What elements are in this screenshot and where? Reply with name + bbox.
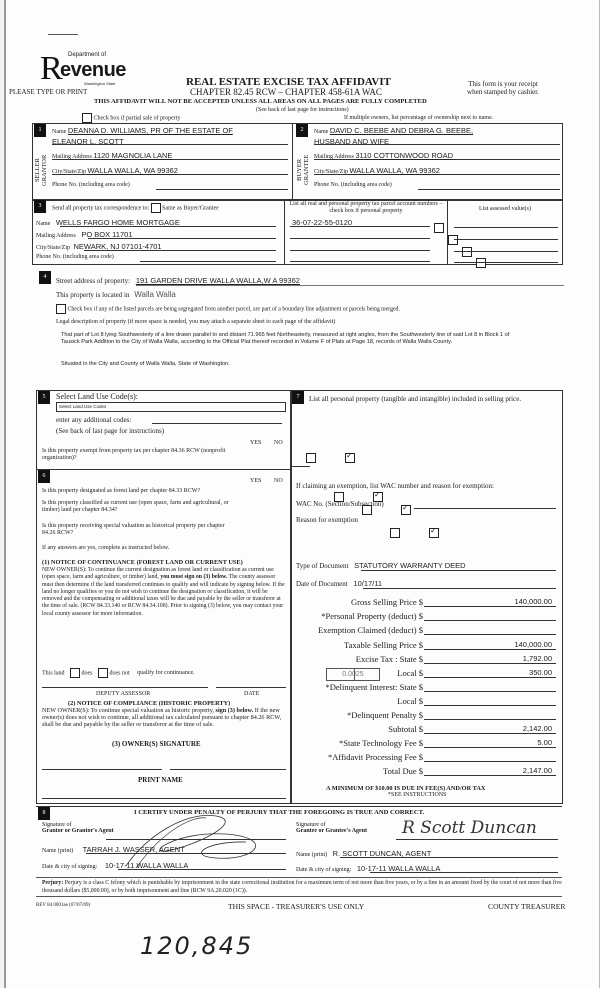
parcel-header: List all real and personal property tax parcel account numbers – check box if personal property	[289, 201, 443, 214]
rule	[424, 620, 556, 621]
tax-name-label: Name	[36, 221, 51, 227]
notice2-text-a: NEW OWNER(S): To continue special valuation as historic property,	[42, 707, 214, 714]
rule	[424, 663, 556, 664]
section-1-number: 1	[34, 124, 46, 137]
section-2-number: 2	[296, 124, 308, 137]
grantee-signature[interactable]: R Scott Duncan	[402, 818, 537, 838]
divider	[36, 896, 562, 897]
doc-type-label: Type of Document	[296, 562, 349, 570]
rule	[424, 747, 556, 748]
perjury-text: Perjury is a class C felony which is punishable by imprisonment in the state correctional institution for a maximum term of not more than five years, or by a fine in an amount fixed by the court of not more than five thousand dollars ($5,000.00), or by both imprisonment and fine (RCW 9A.20.020 (1C)).	[42, 880, 562, 894]
exempt-yes-checkbox[interactable]	[306, 453, 316, 463]
tax-city-label: City/State/Zip	[36, 245, 70, 251]
located-in-value[interactable]: Walla Walla	[134, 290, 176, 299]
form-title: REAL ESTATE EXCISE TAX AFFIDAVIT	[186, 76, 391, 88]
seller-city-row	[52, 166, 178, 175]
county-treasurer: COUNTY TREASURER	[488, 902, 566, 911]
warning-banner: THIS AFFIDAVIT WILL NOT BE ACCEPTED UNLESS ALL AREAS ON ALL PAGES ARE FULLY COMPLETED	[94, 98, 427, 105]
personal-property-checkbox-4[interactable]	[476, 258, 486, 268]
does-not-checkbox[interactable]	[98, 668, 108, 678]
rule	[86, 853, 286, 854]
doc-type-field[interactable]: STATUTORY WARRANTY DEED	[354, 561, 466, 570]
tech-fee-label: *State Technology Fee $	[339, 738, 423, 748]
same-as-buyer-label: Same as Buyer/Grantee	[162, 205, 219, 212]
subtotal-value[interactable]: 2,142.00	[522, 724, 552, 733]
subtotal-label: Subtotal $	[388, 724, 423, 734]
rule	[424, 634, 556, 635]
gross-price-value[interactable]: 140,000.00	[514, 597, 552, 606]
tax-mailing-label: Mailing Address	[36, 233, 76, 239]
assessed-value-2[interactable]	[454, 239, 558, 240]
deputy-assessor-signature-line[interactable]	[42, 687, 208, 688]
buyer-grantee-label: BUYER GRANTEE	[296, 154, 310, 186]
owner-signature-title: (3) OWNER(S) SIGNATURE	[112, 740, 201, 748]
does-checkbox[interactable]	[70, 668, 80, 678]
segregated-row	[56, 304, 400, 314]
perjury-notice	[42, 880, 562, 895]
divider	[36, 469, 292, 470]
street-address-label: Street address of property:	[56, 277, 131, 285]
rule	[136, 285, 564, 286]
notice2-bold: sign (3) below.	[215, 707, 254, 714]
street-address-row	[56, 276, 300, 285]
receipt-note	[458, 80, 548, 96]
buyer-phone-label: Phone No. (including area code)	[314, 182, 392, 188]
located-in-label: This property is located in	[56, 291, 130, 299]
grantee-sig-label1: Signature of	[296, 822, 326, 828]
personal-property-checkbox-2[interactable]	[448, 235, 458, 245]
rule	[290, 226, 430, 227]
reason-label: Reason for exemption	[296, 516, 358, 524]
qualify-label: qualify for continuance.	[137, 670, 195, 677]
logo-main-text: evenue	[60, 59, 126, 81]
seller-name-label: Name	[52, 129, 67, 135]
notice-compliance-title: (2) NOTICE OF COMPLIANCE (HISTORIC PROPERTY)	[68, 700, 231, 707]
certify-statement: I CERTIFY UNDER PENALTY OF PERJURY THAT THE FOREGOING IS TRUE AND CORRECT.	[134, 809, 425, 816]
tech-fee-value[interactable]: 5.00	[537, 738, 552, 747]
buyer-city-field[interactable]: WALLA WALLA, WA 99362	[349, 166, 440, 175]
please-type: PLEASE TYPE OR PRINT	[9, 88, 88, 96]
form-subtitle: CHAPTER 82.45 RCW – CHAPTER 458-61A WAC	[190, 87, 382, 97]
correspondence-row	[52, 203, 219, 213]
rule	[454, 227, 558, 228]
doc-type-row	[296, 561, 466, 570]
total-due-value[interactable]: 2,147.00	[522, 766, 552, 775]
delinquent-interest-local-label: Local $	[397, 696, 423, 706]
rule	[424, 719, 556, 720]
buyer-mailing-label: Mailing Address	[314, 154, 354, 160]
rule	[156, 189, 288, 190]
legal-description-text: That part of Lot 8 lying Southwesterly of a line drawn parallel to and distant 71.965 feet Northeasterly, measured at right angles, from the Southwesterly line of said Lot 8 in Block 1 of Tausick Park Addition to the City of Walla Walla, according to the Official Plat thereof recorded in Volume F of Plats at Page 18, records of Walla Walla County.	[61, 332, 510, 345]
grantor-signature-line[interactable]	[106, 839, 286, 840]
parcel-number-1[interactable]: 36-07-22-55-0120	[292, 218, 353, 227]
segregated-checkbox[interactable]	[56, 304, 66, 314]
parcel-number-2[interactable]	[290, 238, 430, 239]
seller-name-field[interactable]: DEANNA D. WILLIAMS, PR OF THE ESTATE OF	[67, 126, 233, 135]
print-name-line[interactable]	[42, 798, 286, 799]
continuance-row	[42, 668, 195, 678]
seller-phone-label: Phone No. (including area code)	[52, 182, 130, 188]
grantee-signature-line	[396, 839, 558, 840]
historic-question: Is this property receiving special valuation as historical property per chapter 84.26 RCW?	[42, 523, 225, 536]
personal-property-checkbox-1[interactable]	[434, 223, 444, 233]
yes-header: YES	[250, 440, 262, 446]
affidavit-fee-label: *Affidavit Processing Fee $	[328, 752, 423, 762]
exemption-claimed-label: Exemption Claimed (deduct) $	[317, 625, 423, 635]
doc-date-row	[296, 579, 382, 588]
exemption-label: If claiming an exemption, list WAC number and reason for exemption:	[296, 482, 494, 490]
current-use-no-checkbox[interactable]	[401, 505, 411, 515]
notice-continuance-title: (1) NOTICE OF CONTINUANCE (FOREST LAND OR CURRENT USE)	[42, 559, 243, 566]
wac-label: WAC No. (Section/Subsection)	[296, 500, 384, 508]
personal-property-title: List all personal property (tangible and intangible) included in selling price.	[309, 395, 522, 403]
total-due-label: Total Due $	[382, 766, 423, 776]
seller-name-field-2[interactable]: ELEANOR L. SCOTT	[52, 137, 124, 146]
notice-compliance-text	[42, 708, 288, 728]
treasurer-space: THIS SPACE - TREASURER'S USE ONLY	[228, 902, 365, 911]
divider	[284, 199, 285, 265]
rule	[424, 705, 556, 706]
assessed-header: List assessed value(s)	[479, 206, 531, 212]
same-as-buyer-checkbox[interactable]	[151, 203, 161, 213]
does-label: does	[81, 670, 93, 677]
form-id: REV 84 0001ae (07/07/09)	[36, 903, 91, 908]
additional-codes-label: enter any additional codes:	[56, 416, 132, 424]
seller-mailing-label: Mailing Address	[52, 154, 92, 160]
see-back-note: (See back of last page for instructions)	[256, 107, 349, 113]
seller-city-field[interactable]: WALLA WALLA, WA 99362	[87, 166, 178, 175]
buyer-name-label: Name	[314, 129, 329, 135]
grantor-name-field[interactable]: TARRAH J. WASSER, AGENT	[82, 845, 185, 854]
date-label: DATE	[244, 691, 260, 697]
situated-text: Situated in the City and County of Walla Walla, State of Washington.	[61, 361, 230, 367]
buyer-city-label: City/State/Zip	[314, 169, 348, 175]
grantor-date-field[interactable]: 10-17-11 WALLA WALLA	[104, 861, 189, 870]
grantor-name-label: Name (print)	[42, 848, 74, 854]
does-not-label: does not	[109, 670, 130, 677]
seller-name-row	[52, 126, 288, 135]
handwritten-number: 120,845	[140, 932, 254, 960]
grantor-sig-label	[42, 822, 114, 834]
buyer-name-field-2[interactable]: HUSBAND AND WIFE	[314, 137, 390, 146]
logo-top-text: Department of	[68, 52, 107, 58]
delinquent-penalty-label: *Delinquent Penalty $	[346, 710, 423, 720]
tax-phone-row	[36, 254, 114, 260]
section-8-number: 8	[38, 807, 50, 820]
grantor-sig-label2: Grantor or Grantor's Agent	[42, 828, 114, 834]
logo-state-text: Washington State	[84, 81, 116, 86]
grantee-name-label: Name (print)	[296, 852, 328, 858]
divider	[292, 123, 293, 201]
notice-continuance-text	[42, 567, 286, 618]
dor-logo	[40, 50, 126, 90]
divider	[290, 466, 310, 467]
rule	[363, 588, 556, 589]
print-name-label: PRINT NAME	[138, 776, 183, 784]
buyer-mailing-field[interactable]: 3110 COTTONWOOD ROAD	[355, 151, 453, 160]
tax-city-field[interactable]: NEWARK, NJ 07101-4701	[73, 242, 162, 251]
if-yes-note: If any answers are yes, complete as instructed below.	[42, 545, 170, 551]
grantor-sig-label1: Signature of	[42, 822, 72, 828]
land-use-select[interactable]: Select Land Use Codes	[56, 402, 286, 412]
current-use-question: Is this property classified as current use (open space, farm and agricultural, or timber) land per chapter 84.34?	[42, 500, 229, 513]
no-header: NO	[274, 440, 283, 446]
local-rate-field[interactable]: 0.0025	[326, 668, 380, 681]
wac-field[interactable]	[414, 508, 556, 509]
partial-sale-row	[82, 113, 180, 123]
rule	[424, 733, 556, 734]
excise-state-value[interactable]: 1,792.00	[522, 654, 552, 663]
partial-sale-label: Check box if partial sale of property	[93, 115, 181, 122]
parcel-number-3[interactable]	[290, 250, 430, 251]
seller-phone-row	[52, 182, 288, 188]
historic-no-checkbox[interactable]	[429, 528, 439, 538]
exempt-no-checkbox[interactable]	[345, 453, 355, 463]
grantee-date-label: Date & city of signing:	[296, 867, 352, 873]
notice1-text-b: The county assessor must then determine if the land transferred continues to qualify and will indicate by signing below. If the land no longer qualifies or you do not wish to continue the designation or classification, it will be removed and the compensating or additional taxes will be due and payable by the seller or transferor at the time of sale. (RCW 84.33.140 or RCW 84.34.108). Prior to signing (3) below, you may contact your local county assessor for more information.	[42, 574, 285, 617]
taxable-price-label: Taxable Selling Price $	[344, 640, 423, 650]
section5-see-back: (See back of last page for instructions)	[56, 427, 165, 435]
rule	[424, 677, 556, 678]
multiple-owners-note: If multiple owners, list percentage of ownership next to name.	[344, 115, 494, 121]
doc-date-field[interactable]: 10/17/11	[353, 579, 383, 588]
rule	[84, 250, 276, 251]
excise-local-value[interactable]: 350.00	[529, 668, 552, 677]
receipt-line1: This form is your receipt	[468, 80, 538, 88]
divider	[36, 877, 562, 878]
seller-city-label: City/State/Zip	[52, 169, 86, 175]
rule	[424, 606, 556, 607]
tax-phone-label: Phone No. (including area code)	[36, 254, 114, 260]
rule	[118, 869, 286, 870]
additional-codes-field[interactable]	[152, 423, 282, 424]
parcel-number-4[interactable]	[290, 261, 430, 262]
this-land-label: This land	[42, 670, 65, 677]
rule	[418, 189, 560, 190]
street-address-field[interactable]: 191 GARDEN DRIVE WALLA WALLA,W A 99362	[135, 276, 300, 285]
correspondence-label: Send all property tax correspondence to:	[52, 205, 150, 212]
buyer-city-row	[314, 166, 440, 175]
see-instructions: *SEE INSTRUCTIONS	[388, 792, 447, 798]
land-use-title: Select Land Use Code(s):	[56, 392, 138, 401]
rule	[60, 226, 276, 227]
divider	[447, 199, 448, 265]
assessed-value-4[interactable]	[454, 262, 558, 263]
historic-yes-checkbox[interactable]	[390, 528, 400, 538]
notice1-bold: you must sign on (3) below.	[160, 574, 228, 581]
buyer-name-field[interactable]: DAVID C. BEEBE AND DEBRA G. BEEBE,	[329, 126, 474, 135]
doc-date-label: Date of Document	[296, 580, 348, 588]
scan-mark	[48, 34, 78, 35]
perjury-bold: Perjury:	[42, 880, 64, 886]
owner-signature-line[interactable]	[42, 769, 162, 770]
grantor-date-label: Date & city of signing:	[42, 864, 98, 870]
tax-name-field[interactable]: WELLS FARGO HOME MORTGAGE	[55, 218, 180, 227]
rule	[424, 691, 556, 692]
minimum-note: A MINIMUM OF $10.00 IS DUE IN FEE(S) AND/OR TAX	[326, 785, 486, 792]
deputy-assessor-label: DEPUTY ASSESSOR	[96, 691, 151, 697]
rule	[361, 570, 556, 571]
section-7-number: 7	[292, 391, 304, 404]
excise-local-label: Local $	[397, 668, 423, 678]
forest-question: Is this property designated as forest land per chapter 84.33 RCW?	[42, 488, 201, 494]
buyer-phone-row	[314, 182, 392, 188]
section-6-number: 6	[38, 470, 50, 483]
affidavit-page	[4, 0, 600, 988]
notice2-text-b: If the new owner(s) does not wish to continue, all additional tax calculated pursuant to chapter 84.26 RCW, shall be due and payable by the seller or transferor at the time of sale.	[42, 707, 282, 728]
segregated-label: Check box if any of the listed parcels are being segregated from another parcel, are part of a boundary line adjustment or parcels being merged.	[67, 306, 400, 313]
grantee-sig-label2: Grantee or Grantee's Agent	[296, 828, 368, 834]
buyer-mailing-row	[314, 151, 453, 160]
yes-header-6: YES	[250, 478, 262, 484]
grantee-sig-label	[296, 822, 367, 834]
rule	[370, 872, 558, 873]
rule	[88, 238, 276, 239]
gross-price-label: Gross Selling Price $	[350, 597, 423, 607]
seller-grantor-label: SELLER GRANTOR	[34, 154, 48, 186]
assessed-value-3[interactable]	[454, 251, 558, 252]
legal-description-label: Legal description of property (if more space is needed, you may attach a separate sheet to each page of the affidavit)	[56, 319, 336, 325]
grantee-date-field[interactable]: 10-17-11 WALLA WALLA	[356, 864, 441, 873]
rule	[340, 857, 558, 858]
rule	[140, 261, 276, 262]
located-in-row	[56, 290, 176, 299]
receipt-line2: when stamped by cashier.	[467, 88, 539, 96]
partial-sale-checkbox[interactable]	[82, 113, 92, 123]
rule	[424, 649, 556, 650]
rule	[424, 761, 556, 762]
personal-property-checkbox-3[interactable]	[462, 247, 472, 257]
section-5-number: 5	[38, 391, 50, 404]
rule	[424, 775, 556, 776]
grantee-name-field[interactable]: R. SCOTT DUNCAN, AGENT	[332, 849, 432, 858]
section-3-number: 3	[34, 200, 46, 213]
tax-mailing-field[interactable]: PO BOX 11701	[81, 230, 133, 239]
assessor-date-line[interactable]	[216, 687, 286, 688]
owner-signature-line-2[interactable]	[170, 769, 286, 770]
section-4-number: 4	[39, 271, 51, 284]
seller-mailing-row	[52, 151, 172, 160]
delinquent-interest-state-label: *Delinquent Interest: State $	[325, 682, 423, 692]
seller-mailing-field[interactable]: 1120 MAGNOLIA LANE	[93, 151, 173, 160]
exempt-question: Is this property exempt from property tax per chapter 84.36 RCW (nonprofit organization)?	[42, 448, 226, 461]
excise-state-label: Excise Tax : State $	[355, 654, 423, 664]
no-header-6: NO	[274, 478, 283, 484]
taxable-price-value[interactable]: 140,000.00	[514, 640, 552, 649]
logo-letter: R	[40, 50, 63, 87]
buyer-name-row	[314, 126, 473, 135]
personal-property-deduct-label: *Personal Property (deduct) $	[321, 611, 423, 621]
notice1-text-a: NEW OWNER(S): To continue the current designation as forest land or classification as current use (open space, farm and agriculture, or timber) land,	[42, 567, 274, 581]
